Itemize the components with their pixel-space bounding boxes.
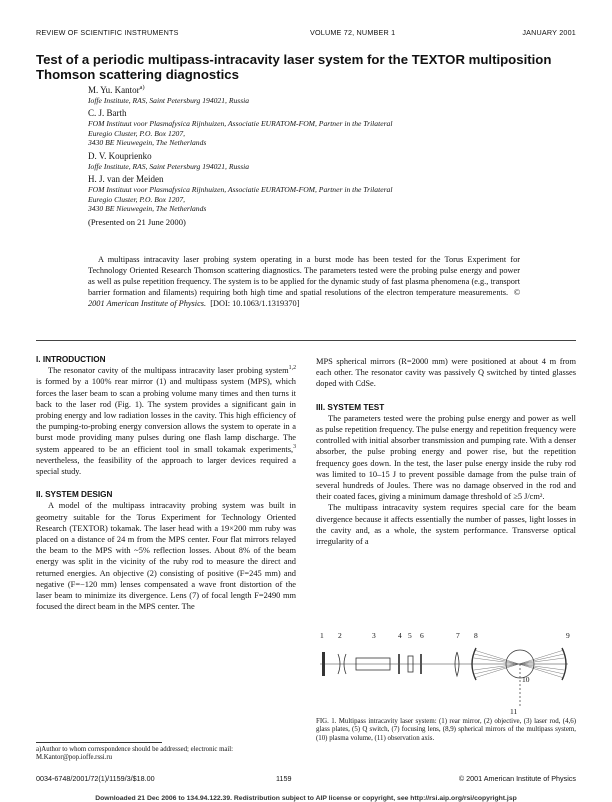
label-4: 4: [398, 631, 402, 640]
test-paragraph-2: The multipass intracavity system requires special care for the beam divergence because it affects essentially the number of passes, light losses in the cavity and, as a whole, the system performance. Transverse optical irregularity of a: [316, 503, 576, 547]
label-10: 10: [522, 675, 530, 684]
intro-paragraph: The resonator cavity of the multipass intracavity laser probing system$^{1,2}$ is formed by a 100% rear mirror (1) and multipass system (MPS), which forces the laser beam to scan a probing volume many times and then turns it back to the laser rod (Fig. 1). The system provides a significant gain in probing energy and low radiation losses in the cavity. This high efficiency of the pumping-to-probing energy conversion allows the system to operate in a burst mode providing many pulses during one flash lamp discharge. The system appeared to be an efficient tool in small tokamak experiments,$^3$ nevertheless, the feasibility of the approach to larger devices required a special study.: [36, 365, 296, 477]
section-heading-design: II. SYSTEM DESIGN: [36, 490, 113, 500]
footnote-divider: [36, 742, 162, 743]
label-5: 5: [408, 631, 412, 640]
author-block: [88, 86, 558, 228]
label-2: 2: [338, 631, 342, 640]
footnote: a)Author to whom correspondence should be addressed; electronic mail: M.Kantor@pop.ioffe.rssi.ru: [36, 746, 234, 762]
reference-mark[interactable]: 3: [293, 443, 296, 450]
author-name: H. J. van der Meiden: [88, 174, 164, 185]
laser-system-schematic: [316, 630, 576, 716]
abstract: [88, 254, 520, 309]
download-notice[interactable]: Downloaded 21 Dec 2006 to 134.94.122.39. Redistribution subject to AIP license or copyright, see http://rsi.aip.org/rsi/copyright.jsp: [95, 795, 517, 802]
section-heading-introduction: I. INTRODUCTION: [36, 355, 106, 364]
right-column: [316, 356, 576, 547]
figure-caption: FIG. 1. Multipass intracavity laser system: (1) rear mirror, (2) objective, (3) laser rod, (4,6) glass plates, (5) Q switch, (7) focusing lens, (8,9) spherical mirrors of the multipass system, (10) plasma volume, (11) observation axis.: [316, 718, 576, 742]
affiliation: Euregio Cluster, P.O. Box 1207,: [88, 128, 186, 138]
affiliation: FOM Instituut voor Plasmafysica Rijnhuizen, Associatie EURATOM-FOM, Partner in the Trilateral: [88, 119, 393, 129]
publisher-copyright: © 2001 American Institute of Physics: [458, 774, 576, 783]
author-1: [88, 86, 558, 105]
author-3: [88, 152, 558, 171]
glass-plate-6: [420, 654, 422, 674]
copyright-line: © 2001 American Institute of Physics.: [88, 288, 521, 308]
author-4: [88, 175, 558, 214]
doi-link[interactable]: [DOI: 10.1063/1.1319370]: [210, 299, 300, 308]
author-footnote-mark[interactable]: a): [139, 84, 145, 91]
author-name: D. V. Kouprienko: [88, 150, 152, 161]
label-6: 6: [420, 631, 424, 640]
glass-plate-4: [398, 654, 400, 674]
section-divider: [36, 340, 576, 341]
rear-mirror: [322, 652, 325, 676]
reference-mark[interactable]: 1,2: [288, 365, 296, 372]
affiliation: FOM Instituut voor Plasmafysica Rijnhuizen, Associatie EURATOM-FOM, Partner in the Trilateral: [88, 185, 393, 195]
section-heading-test: III. SYSTEM TEST: [316, 402, 385, 412]
author-2: [88, 109, 558, 148]
paper-title: Test of a periodic multipass-intracavity laser system for the TEXTOR multiposition Thomson scattering diagnostics: [36, 52, 552, 82]
label-9: 9: [566, 631, 570, 640]
design-paragraph-continued: MPS spherical mirrors (R=2000 mm) were positioned at about 4 m from each other. The resonator cavity was passively Q switched by tinted glasses doped with CdSe.: [316, 357, 576, 389]
volume-info: VOLUME 72, NUMBER 1: [310, 28, 396, 37]
journal-name: REVIEW OF SCIENTIFIC INSTRUMENTS: [36, 28, 179, 37]
author-name: M. Yu. Kantor: [88, 85, 140, 95]
label-11: 11: [510, 707, 518, 716]
design-paragraph: A model of the multipass intracavity probing system was built in geometry suitable for the Torus Experiment for Technology Oriented Research (TEXTOR) tokamak. The laser head with a 19×200 mm ruby was placed on a distance of 24 m from the MPS center. Four flat mirrors relayed the beam to the MPS with ~5% reflection losses. About 8% of the beam energy was split in the vicinity of the ruby rod to measure the direct and returned energies. An objective (2) consisting of positive (F=245 mm) and negative (F=−120 mm) lenses compensated a wave front distortion of the laser beam to minimize its divergence. Lens (7) of focal length F=2490 mm focused the direct beam in the MPS center. The: [36, 501, 296, 612]
page-number: 1159: [276, 774, 292, 783]
figure-1-diagram: [316, 630, 576, 716]
label-7: 7: [456, 631, 460, 640]
abstract-text: A multipass intracavity laser probing system operating in a burst mode has been tested for the Torus Experiment for Technology Oriented Research Thomson scattering diagnostics. The parameters tested were the probing pulse energy and power as well as pulse repetition frequency. The system is to be applied for the dynamic study of fast plasma phenomena (e.g., transport barrier formation and filaments) requiring both high time and spatial resolutions of the electron temperature measurements.: [88, 255, 520, 297]
affiliation: Euregio Cluster, P.O. Box 1207,: [88, 194, 186, 204]
affiliation: Ioffe Institute, RAS, Saint Petersburg 194021, Russia: [88, 161, 250, 171]
left-column: [36, 354, 296, 612]
presented-date: (Presented on 21 June 2000): [88, 216, 186, 227]
affiliation: 3430 BE Nieuwegein, The Netherlands: [88, 204, 207, 214]
affiliation: Ioffe Institute, RAS, Saint Petersburg 194021, Russia: [88, 95, 250, 105]
affiliation: 3430 BE Nieuwegein, The Netherlands: [88, 138, 207, 148]
test-paragraph: The parameters tested were the probing pulse energy and power as well as pulse repetition frequency. The pulse energy and repetition frequency were controlled with initial absorber transmission and pumping rate. With a denser absorber, the pulse probing energy and power rise, but the repetition frequency goes down. In the test, the laser pulse energy inside the ruby rod was limited to 10–15 J to prevent possible damage from the pulse train of several hundreds of Joules. There was no damage observed in the rod and their coated faces, giving a minimum damage threshold of ≥5 J/cm².: [316, 413, 576, 502]
author-name: C. J. Barth: [88, 108, 127, 119]
label-3: 3: [372, 631, 376, 640]
label-1: 1: [320, 631, 324, 640]
issue-date: JANUARY 2001: [522, 28, 576, 37]
label-8: 8: [474, 631, 478, 640]
article-code: 0034-6748/2001/72(1)/1159/3/$18.00: [36, 774, 155, 783]
